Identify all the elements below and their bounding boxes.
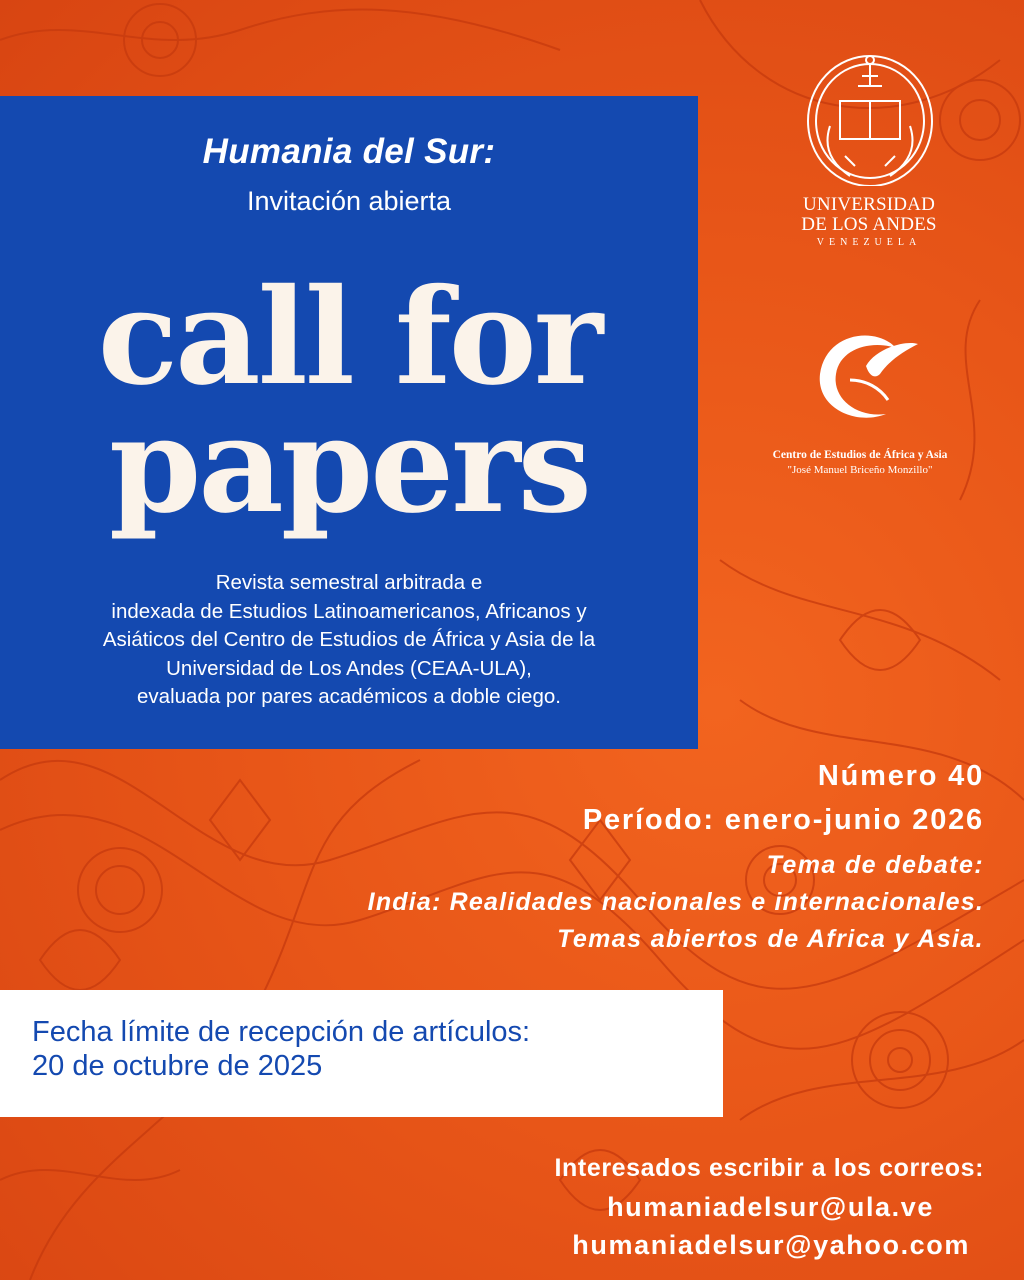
headline-line-1: call for	[97, 260, 601, 415]
deadline-line-1: Fecha límite de recepción de artículos:	[32, 1016, 531, 1048]
university-seal-icon	[800, 46, 940, 186]
ceaa-name: Centro de Estudios de África y Asia	[772, 449, 948, 461]
topic-line-2: Temas abiertos de Africa y Asia.	[557, 925, 984, 953]
issue-period: Período: enero-junio 2026	[582, 804, 984, 836]
journal-description: Revista semestral arbitrada e indexada de Estudios Latinoamericanos, Africanos y Asiáticos del Centro de Estudios de África y Asia de la Universidad de Los Andes (CEAA-ULA), evaluada por pares académicos a doble ciego.	[102, 571, 596, 708]
invitation-subtitle: Invitación abierta	[246, 186, 452, 216]
deadline-line-2: 20 de octubre de 2025	[32, 1050, 323, 1082]
issue-number: Número 40	[817, 760, 984, 792]
topic-line-1: India: Realidades nacionales e internacionales.	[367, 888, 984, 916]
topic-label: Tema de debate:	[766, 851, 984, 879]
deadline-text	[32, 1015, 530, 1083]
ula-name-line-1: UNIVERSIDAD	[802, 194, 936, 215]
email-yahoo[interactable]: humaniadelsur@yahoo.com	[572, 1230, 970, 1260]
contact-label: Interesados escribir a los correos:	[554, 1154, 984, 1182]
ceaa-subtitle: "José Manuel Briceño Monzillo"	[787, 464, 933, 476]
ula-name-line-2: DE LOS ANDES	[801, 214, 937, 235]
ula-country: VENEZUELA	[816, 237, 922, 248]
ceaa-logo-icon	[806, 318, 922, 430]
journal-title: Humania del Sur:	[202, 132, 496, 171]
email-ula[interactable]: humaniadelsur@ula.ve	[607, 1192, 934, 1222]
headline-line-2: papers	[109, 388, 589, 543]
